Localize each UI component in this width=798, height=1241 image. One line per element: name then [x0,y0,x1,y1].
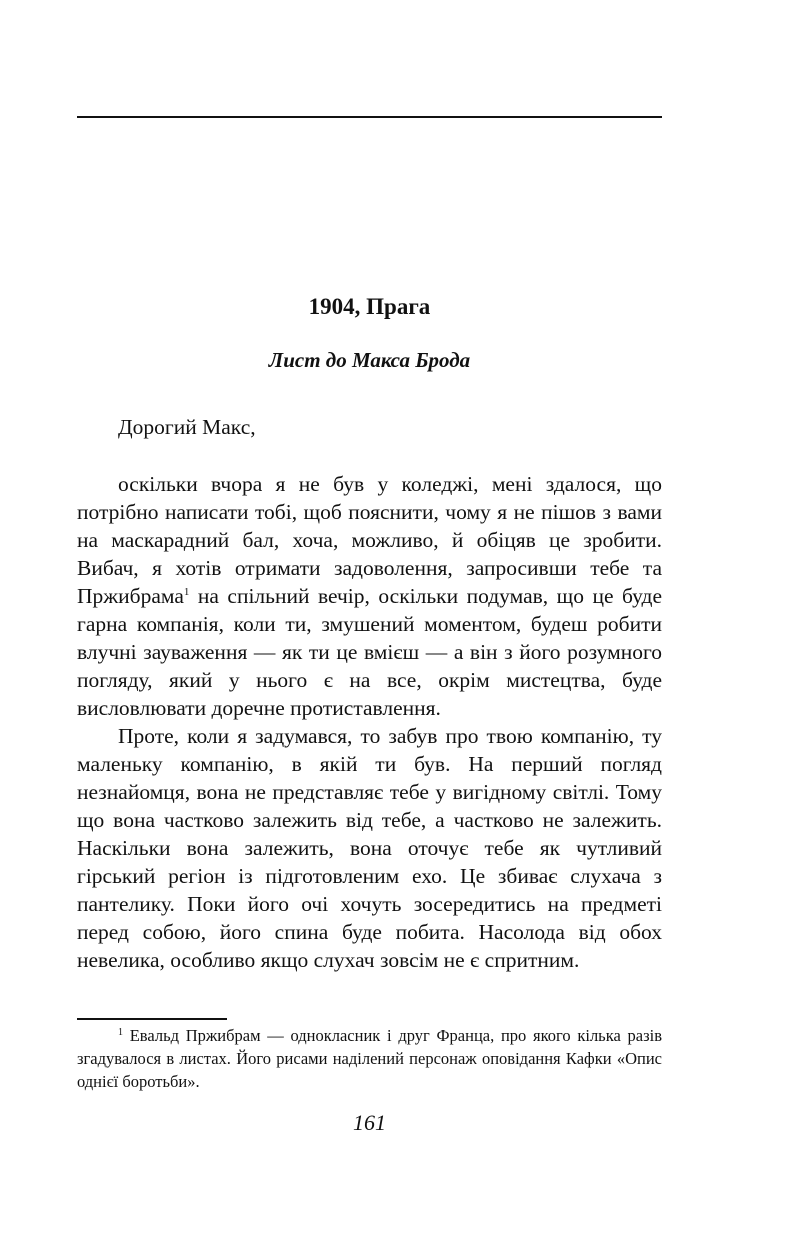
letter-title: Лист до Макса Брода [268,348,471,372]
footnote-text: Евальд Пржибрам — однокласник і друг Франца, про якого кілька разів згадувалося в листах. Його рисами наділений персонаж оповідання Кафки «Опис однієї боротьби». [77,1026,662,1091]
paragraph-1-text-a: оскільки вчора я не був у коледжі, мені здалося, що потрібно написати тобі, щоб пояснити, чому я не пішов з вами на маскарадний бал, хоча, можливо, й обіцяв це зробити. Вибач, я хотів отримати задоволення, запросивши тебе та Пржибрама [77,472,662,608]
letter-body [77,470,662,974]
footnote [77,1024,662,1093]
letter-paragraph-2: Проте, коли я задумався, то забув про твою компанію, ту маленьку компанію, в якій ти був. На перший погляд незнайомця, вона не представляє тебе у вигідному світлі. Тому що вона частково залежить від тебе, а частково не залежить. Наскільки вона залежить, вона оточує тебе як чутливий гірський регіон із підготовленим ехо. Це збиває слухача з пантелику. Поки його очі хочуть зосередитись на предметі перед собою, його спина буде побита. Насолода від обох невелика, особливо якщо слухач зовсім не є спритним. [77,724,662,972]
page-number: 161 [353,1110,386,1135]
footnote-number: 1 [118,1027,123,1038]
letter-salutation: Дорогий Макс, [118,415,256,439]
footnote-rule [77,1018,227,1020]
letter-paragraph-1 [77,470,662,722]
section-heading: 1904, Прага [308,294,431,319]
footnote-marker: 1 [183,586,190,598]
header-rule [77,116,662,118]
paragraph-1-text-b: на спільний вечір, оскільки подумав, що це буде гарна компанія, коли ти, змушений моментом, будеш робити влучні зауваження — як ти це вмієш — а він з його розумного погляду, який у нього є на все, окрім мистецтва, буде висловлювати доречне протиставлення. [77,584,662,720]
